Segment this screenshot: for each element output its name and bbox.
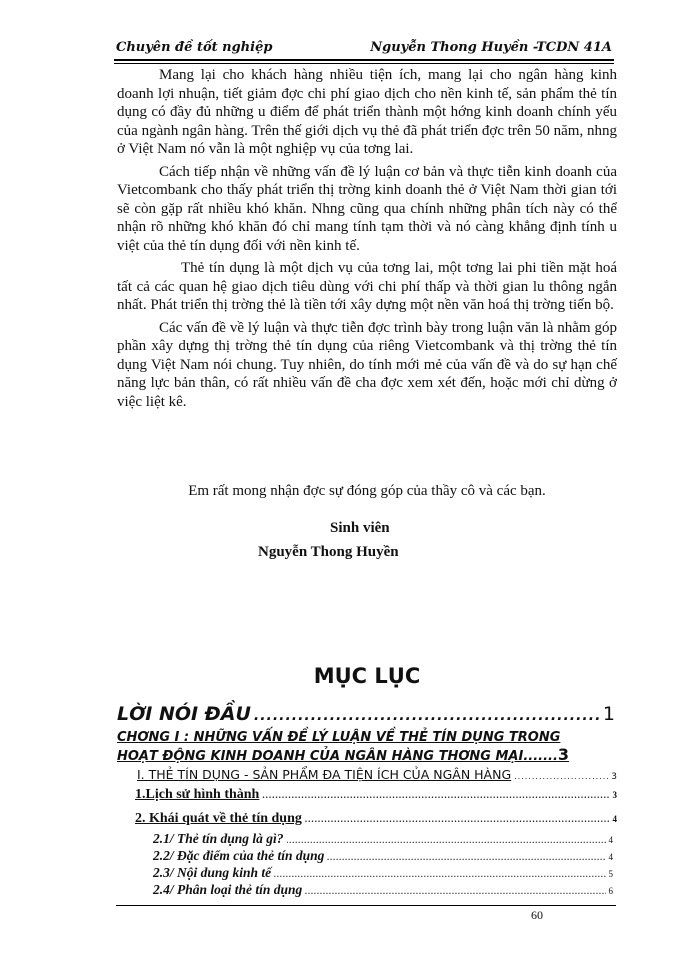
toc-entry-label: 2.2/ Đặc điểm của thẻ tín dụng [153, 848, 325, 863]
toc-page-number: 4 [608, 835, 613, 845]
toc-entry-item[interactable] [153, 831, 617, 848]
paragraph-4: Các vấn đề về lý luận và thực tiễn đợc trình bày trong luận văn là nhằm góp phần xây dựng thị trờng thẻ tín dụng của riêng Vietcombank và thị trờng thẻ tín dụng Việt Nam nói chung. Tuy nhiên, do tính mới mẻ của vấn đề và do sự hạn chế năng lực bản thân, có rất nhiều vấn đề cha đợc xem xét đến, hoặc mới chỉ dừng ở việc liệt kê. [117, 319, 617, 410]
toc-page-number: 3 [612, 790, 617, 800]
paragraph-1: Mang lại cho khách hàng nhiều tiện ích, mang lại cho ngân hàng kinh doanh lợi nhuận, tiết giảm đợc chi phí giao dịch cho nền kinh tế, sản phẩm thẻ tín dụng có đầy đủ những u điểm để phát triển thành một hớng kinh doanh chính yếu của ngành ngân hàng. Trên thế giới dịch vụ thẻ đã phát triển đợc trên 50 năm, nhng ở Việt Nam nó vẫn là một nghiệp vụ của tơng lai. [117, 67, 617, 157]
toc-entry-subsection-2[interactable] [135, 811, 617, 831]
signature-block [258, 516, 399, 564]
toc-leader-dots [287, 836, 606, 845]
toc-entry-label: 2.3/ Nội dung kinh tế [153, 865, 272, 880]
page-number: 60 [531, 908, 543, 922]
footer-rule [116, 905, 616, 906]
toc-entry-label: 2. Khái quát về thẻ tín dụng [135, 811, 302, 826]
toc-chapter-line-2: HOẠT ĐỘNG KINH DOANH CỦA NGÂN HÀNG THƠNG MẠI [117, 749, 524, 764]
toc-page-number: 6 [608, 886, 613, 896]
paragraph-2: Cách tiếp nhận về những vấn đề lý luận cơ bản và thực tiễn kinh doanh của Vietcombank cho thấy phát triển thị trờng kinh doanh thẻ ở Việt Nam thời gian tới sẽ còn gặp rất nhiều khó khăn. Nhng cũng qua chính những phân tích này có thể nhận rõ những khó khăn đó chỉ mang tính tạm thời và nó càng khẳng định tính u việt của thẻ tín dụng đối với nền kinh tế. [117, 163, 617, 254]
toc-entry-item[interactable] [153, 882, 617, 899]
toc-leader-dots [262, 790, 609, 800]
signature-role: Sinh viên [330, 520, 390, 536]
toc-leader-dots: ....... [523, 749, 558, 764]
table-of-contents [117, 703, 617, 899]
toc-leader-dots [305, 887, 605, 896]
toc-leader-dots [274, 870, 605, 879]
toc-entry-label: I. THẺ TÍN DỤNG - SẢN PHẨM ĐA TIỆN ÍCH CỦA NGÂN HÀNG [137, 767, 512, 782]
toc-entry-subsection-1[interactable] [135, 787, 617, 807]
toc-entry-intro[interactable] [117, 703, 617, 729]
toc-entry-label: 2.1/ Thẻ tín dụng là gì? [153, 831, 284, 846]
toc-page-number: 3 [557, 745, 570, 764]
toc-title: MỤC LỤC [313, 664, 421, 688]
toc-entry-item[interactable] [153, 865, 617, 882]
body-text [117, 66, 617, 415]
toc-entry-label: 2.4/ Phân loại thẻ tín dụng [153, 882, 303, 897]
page-header [114, 40, 614, 60]
toc-page-number: 1 [602, 703, 615, 725]
toc-entry-label: 1.Lịch sử hình thành [135, 787, 260, 802]
toc-page-number: 4 [612, 814, 617, 824]
header-left-title: Chuyên đề tốt nghiệp [116, 40, 273, 55]
toc-page-number: 5 [608, 869, 613, 879]
thanks-line: Em rất mong nhận đợc sự đóng góp của thầy cô và các bạn. [188, 483, 546, 499]
header-rule [114, 59, 614, 61]
toc-leader-dots [305, 814, 610, 824]
toc-entry-section-1[interactable] [137, 767, 617, 787]
header-rule-thin [114, 63, 614, 64]
toc-entry-label: LỜI NÓI ĐẦU [117, 703, 251, 725]
toc-chapter-line-2-row [117, 746, 617, 765]
toc-page-number: 3 [611, 772, 617, 782]
toc-entry-item[interactable] [153, 848, 617, 865]
toc-leader-dots [327, 853, 605, 862]
toc-leader-dots [514, 772, 608, 781]
header-right-author: Nguyễn Thong Huyền -TCDN 41A [370, 40, 612, 55]
toc-entry-chapter-1[interactable] [117, 729, 617, 765]
paragraph-3: Thẻ tín dụng là một dịch vụ của tơng lai, một tơng lai phi tiền mặt hoá tất cả các quan hệ giao dịch tiêu dùng với chi phí thấp và thời gian lu thông ngắn nhất. Phát triển thị trờng thẻ là tiền tới xây dựng một nền văn hoá thị trờng tiến bộ. [117, 260, 617, 313]
toc-chapter-line-1: CHƠNG I : NHỮNG VẤN ĐỀ LÝ LUẬN VỀ THẺ TÍN DỤNG TRONG [117, 730, 561, 745]
toc-leader-dots [254, 708, 600, 724]
signature-name: Nguyễn Thong Huyền [258, 544, 399, 560]
toc-page-number: 4 [608, 852, 613, 862]
